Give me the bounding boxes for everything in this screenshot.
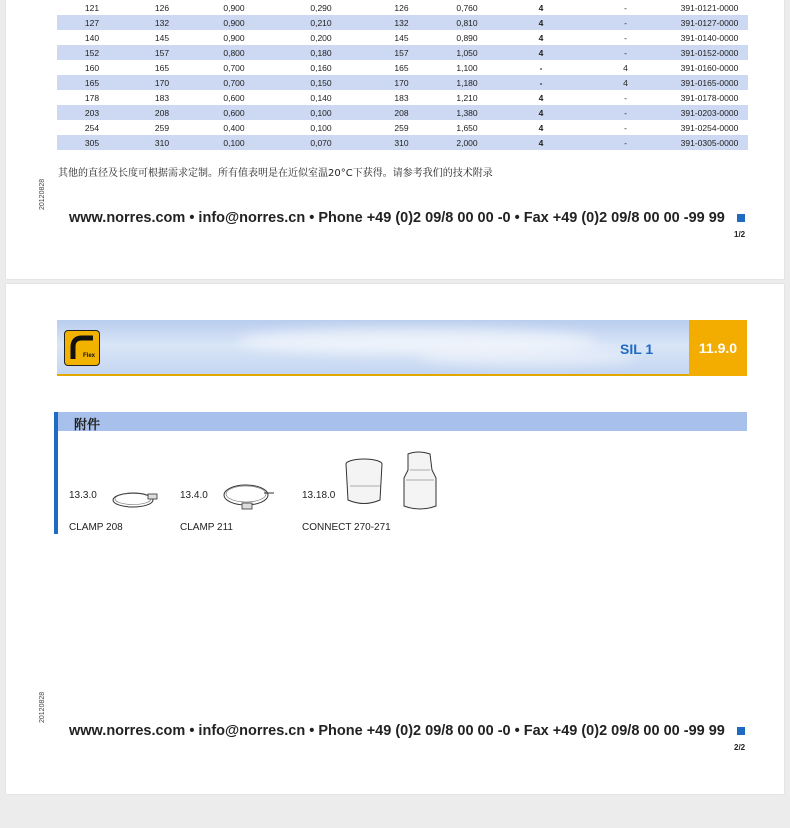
table-cell: 0,150: [271, 75, 371, 90]
clamp-211-icon: [220, 479, 276, 515]
table-cell: -: [580, 15, 671, 30]
table-cell: 0,900: [197, 0, 271, 15]
page-1: [6, 0, 784, 279]
table-cell: 4: [502, 120, 580, 135]
table-cell: -: [580, 120, 671, 135]
table-row: [57, 45, 748, 60]
print-date: 20120828: [39, 178, 46, 210]
table-cell: -: [580, 0, 671, 15]
table-cell: 0,180: [271, 45, 371, 60]
table-cell: 310: [371, 135, 432, 150]
table-cell: 0,100: [271, 120, 371, 135]
spec-table: [57, 0, 748, 150]
table-cell: 0,810: [432, 15, 502, 30]
table-cell: 0,290: [271, 0, 371, 15]
section-accent-bar: [54, 412, 58, 534]
table-cell: 170: [127, 75, 197, 90]
accessory-number: 13.4.0: [180, 490, 208, 501]
section-header: [58, 412, 747, 431]
table-cell: 0,900: [197, 15, 271, 30]
table-cell: 0,700: [197, 75, 271, 90]
table-cell: 0,100: [197, 135, 271, 150]
table-cell: 4: [502, 0, 580, 15]
table-row: [57, 105, 748, 120]
table-cell: 391-0140-0000: [671, 30, 748, 45]
table-cell: 157: [127, 45, 197, 60]
page-2: [6, 284, 784, 794]
table-cell: 0,210: [271, 15, 371, 30]
catalog-code: 11.9.0: [689, 320, 747, 376]
table-cell: 4: [580, 60, 671, 75]
table-cell: 391-0178-0000: [671, 90, 748, 105]
table-cell: 1,050: [432, 45, 502, 60]
table-row: [57, 30, 748, 45]
footer-square-icon: [737, 727, 745, 735]
table-cell: 127: [57, 15, 127, 30]
table-cell: 157: [371, 45, 432, 60]
table-cell: 4: [502, 15, 580, 30]
accessory-number: 13.3.0: [69, 490, 97, 501]
table-cell: -: [580, 90, 671, 105]
table-cell: 1,380: [432, 105, 502, 120]
clamp-208-icon: [110, 486, 160, 512]
print-date: 20120828: [39, 691, 46, 723]
table-cell: 0,400: [197, 120, 271, 135]
table-cell: -: [502, 75, 580, 90]
table-cell: 4: [502, 30, 580, 45]
table-cell: 4: [502, 90, 580, 105]
table-cell: 4: [502, 45, 580, 60]
table-cell: 178: [57, 90, 127, 105]
table-cell: 391-0165-0000: [671, 75, 748, 90]
table-cell: 0,800: [197, 45, 271, 60]
table-cell: 0,160: [271, 60, 371, 75]
table-cell: 4: [502, 105, 580, 120]
table-cell: 391-0127-0000: [671, 15, 748, 30]
table-cell: 208: [371, 105, 432, 120]
table-cell: 391-0160-0000: [671, 60, 748, 75]
table-cell: 310: [127, 135, 197, 150]
table-cell: 1,650: [432, 120, 502, 135]
table-cell: 140: [57, 30, 127, 45]
table-cell: 259: [127, 120, 197, 135]
table-row: [57, 135, 748, 150]
table-cell: 391-0152-0000: [671, 45, 748, 60]
contact-footer[interactable]: www.norres.com • info@norres.cn • Phone +49 (0)2 09/8 00 00 -0 • Fax +49 (0)2 09/8 00 00 -99 99: [69, 723, 725, 739]
connect-270-271-icon: [344, 450, 440, 514]
table-cell: 152: [57, 45, 127, 60]
footer-square-icon: [737, 214, 745, 222]
table-cell: 160: [57, 60, 127, 75]
table-cell: -: [502, 60, 580, 75]
table-row: [57, 15, 748, 30]
table-cell: 1,180: [432, 75, 502, 90]
flex-logo: [64, 330, 100, 366]
table-cell: -: [580, 105, 671, 120]
table-cell: 391-0121-0000: [671, 0, 748, 15]
table-row: [57, 120, 748, 135]
table-cell: 203: [57, 105, 127, 120]
table-cell: 170: [371, 75, 432, 90]
model-name: SIL 1: [620, 341, 654, 357]
custom-size-note: 其他的直径及长度可根据需求定制。所有值表明是在近似室温20°C下获得。请参考我们的技术附录: [58, 168, 493, 179]
table-cell: 0,200: [271, 30, 371, 45]
table-cell: 391-0254-0000: [671, 120, 748, 135]
table-cell: 391-0305-0000: [671, 135, 748, 150]
table-row: [57, 75, 748, 90]
product-banner: [57, 320, 689, 376]
table-cell: 165: [57, 75, 127, 90]
table-cell: -: [580, 45, 671, 60]
table-cell: 165: [371, 60, 432, 75]
section-title: 附件: [74, 418, 101, 433]
contact-footer[interactable]: www.norres.com • info@norres.cn • Phone +49 (0)2 09/8 00 00 -0 • Fax +49 (0)2 09/8 00 00 -99 99: [69, 210, 725, 226]
table-cell: 1,100: [432, 60, 502, 75]
table-cell: -: [580, 30, 671, 45]
table-cell: 0,600: [197, 105, 271, 120]
table-row: [57, 60, 748, 75]
accessory-name: CLAMP 208: [69, 522, 123, 533]
table-cell: 391-0203-0000: [671, 105, 748, 120]
accessory-name: CLAMP 211: [180, 522, 233, 533]
table-cell: 0,900: [197, 30, 271, 45]
page-number: 2/2: [734, 743, 746, 752]
table-cell: -: [580, 135, 671, 150]
table-cell: 0,140: [271, 90, 371, 105]
table-cell: 165: [127, 60, 197, 75]
table-cell: 4: [580, 75, 671, 90]
logo-label: Flex: [83, 353, 96, 359]
table-cell: 0,100: [271, 105, 371, 120]
table-cell: 183: [127, 90, 197, 105]
table-cell: 208: [127, 105, 197, 120]
table-cell: 126: [371, 0, 432, 15]
table-cell: 0,760: [432, 0, 502, 15]
table-cell: 121: [57, 0, 127, 15]
table-cell: 145: [371, 30, 432, 45]
table-cell: 0,070: [271, 135, 371, 150]
accessory-name: CONNECT 270-271: [302, 522, 391, 533]
table-cell: 145: [127, 30, 197, 45]
table-cell: 132: [127, 15, 197, 30]
table-cell: 0,700: [197, 60, 271, 75]
table-cell: 4: [502, 135, 580, 150]
table-cell: 254: [57, 120, 127, 135]
table-row: [57, 90, 748, 105]
table-cell: 2,000: [432, 135, 502, 150]
page-number: 1/2: [734, 230, 746, 239]
table-cell: 1,210: [432, 90, 502, 105]
table-cell: 0,600: [197, 90, 271, 105]
table-cell: 259: [371, 120, 432, 135]
accessory-number: 13.18.0: [302, 490, 336, 501]
table-cell: 305: [57, 135, 127, 150]
table-cell: 0,890: [432, 30, 502, 45]
table-cell: 183: [371, 90, 432, 105]
table-cell: 126: [127, 0, 197, 15]
table-row: [57, 0, 748, 15]
table-cell: 132: [371, 15, 432, 30]
